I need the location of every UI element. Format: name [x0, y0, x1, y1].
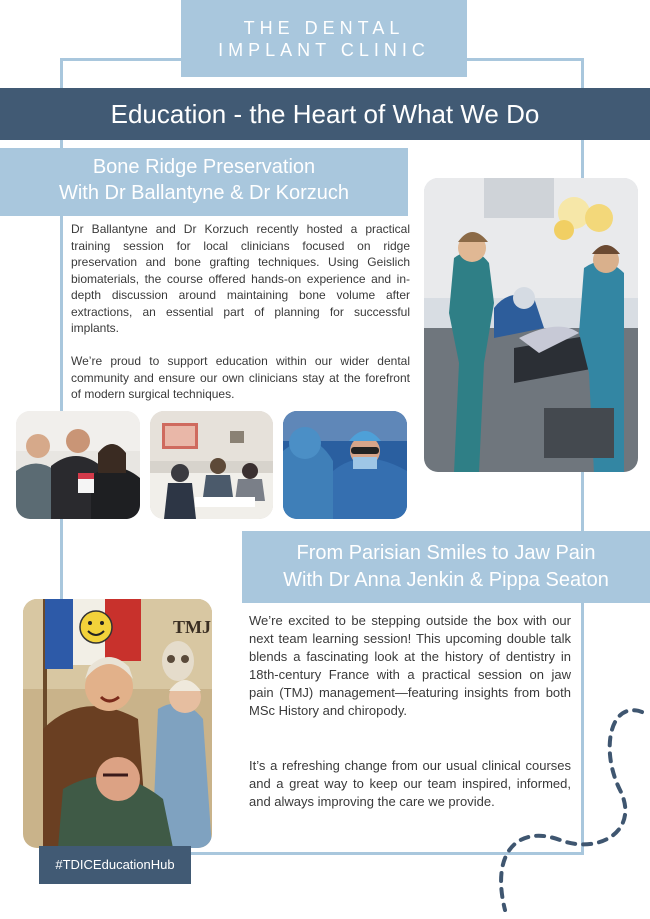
section1-paragraph1: Dr Ballantyne and Dr Korzuch recently hosted a practical training session for local clinicians focused on ridge preservation and bone grafting techniques. Using Geislich biomaterials, the course offered hands-on experience and in-depth discussion around maintaining bone volume after extractions, an essential part of planning for successful implants. — [71, 222, 410, 335]
section2-title-line2: With Dr Anna Jenkin & Pippa Seaton — [283, 569, 609, 591]
tmj-label: TMJ — [173, 617, 211, 637]
section1-title — [0, 148, 408, 216]
surgery-photo — [424, 178, 638, 472]
team-group-photo — [16, 411, 140, 519]
section2-title-line1: From Parisian Smiles to Jaw Pain — [296, 542, 596, 564]
decorative-dotted-curve — [480, 680, 650, 919]
hashtag-badge: #TDICEducationHub — [39, 846, 191, 884]
section1-title-line1: Bone Ridge Preservation — [92, 156, 316, 178]
section2-title — [242, 531, 650, 603]
section2-paragraph2: It’s a refreshing change from our usual clinical courses and a great way to keep our team inspired, informed, and always improving the care we provide. — [249, 758, 571, 809]
section2-paragraph1: We’re excited to be stepping outside the box with our next team learning session! This upcoming double talk blends a fascinating look at the history of dentistry in 18th-century France with a practical session on jaw pain (TMJ) management—featuring insights from both MSc History and chiropody. — [249, 613, 571, 718]
training-room-photo — [150, 411, 273, 519]
section1-title-line2: With Dr Ballantyne & Dr Korzuch — [58, 182, 350, 204]
page-title-banner: Education - the Heart of What We Do — [0, 88, 650, 140]
clinic-name-line1: THE DENTAL — [243, 18, 405, 38]
surgeons-closeup-photo — [283, 411, 407, 519]
section1-paragraph2: We’re proud to support education within our wider dental community and ensure our own clinicians stay at the forefront of modern surgical techniques. — [71, 354, 410, 401]
clinic-logo-box — [181, 0, 467, 77]
french-dentistry-illustration — [23, 599, 212, 848]
clinic-name-line2: IMPLANT CLINIC — [218, 40, 430, 60]
